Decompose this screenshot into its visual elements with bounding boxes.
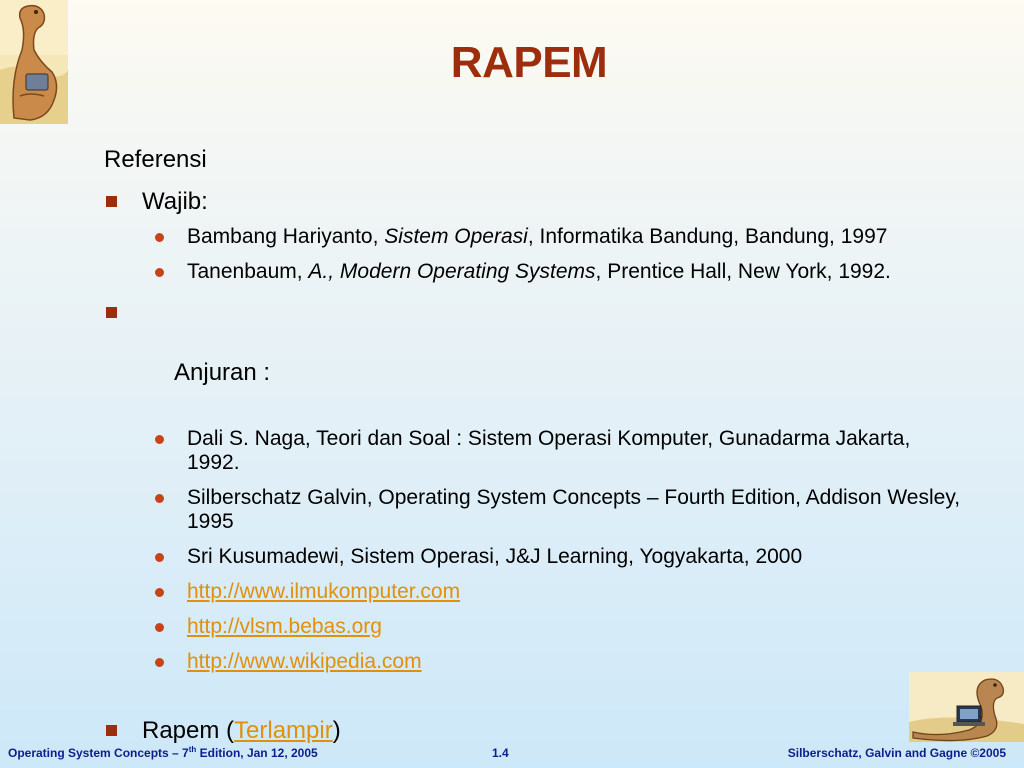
round-bullet-icon [155, 623, 164, 632]
dinosaur-laptop-icon [909, 672, 1024, 742]
link-wikipedia[interactable]: http://www.wikipedia.com [187, 650, 422, 673]
footer-right: Silberschatz, Galvin and Gagne ©2005 [787, 746, 1006, 760]
square-bullet-icon [106, 307, 117, 318]
page-number: 1.4 [492, 746, 509, 760]
slide-body [104, 145, 964, 746]
list-item: Sri Kusumadewi, Sistem Operasi, J&J Learning, Yogyakarta, 2000 [104, 545, 964, 569]
list-item: Tanenbaum, A., Modern Operating Systems, Prentice Hall, New York, 1992. [104, 260, 964, 284]
round-bullet-icon [155, 435, 164, 444]
list-item-link [104, 615, 964, 639]
round-bullet-icon [155, 494, 164, 503]
list-item-link [104, 650, 964, 674]
slide-title: RAPEM [450, 38, 608, 87]
bullet-wajib [104, 187, 964, 217]
link-ilmukomputer[interactable]: http://www.ilmukomputer.com [187, 580, 461, 603]
wajib-label: Wajib: [142, 188, 208, 215]
list-item: Dali S. Naga, Teori dan Soal : Sistem Operasi Komputer, Gunadarma Jakarta, 1992. [104, 427, 964, 475]
square-bullet-icon [106, 725, 117, 736]
list-item-link [104, 580, 964, 604]
round-bullet-icon [155, 233, 164, 242]
bullet-rapem: Rapem (Terlampir) [104, 716, 964, 746]
list-item: Bambang Hariyanto, Sistem Operasi, Informatika Bandung, Bandung, 1997 [104, 225, 964, 249]
link-terlampir[interactable]: Terlampir [234, 717, 333, 744]
round-bullet-icon [155, 658, 164, 667]
square-bullet-icon [106, 196, 117, 207]
round-bullet-icon [155, 553, 164, 562]
anjuran-label: Anjuran : [168, 359, 271, 386]
link-vlsm[interactable]: http://vlsm.bebas.org [187, 615, 382, 638]
list-item: Silberschatz Galvin, Operating System Concepts – Fourth Edition, Addison Wesley, 1995 [104, 486, 964, 534]
references-heading: Referensi [104, 146, 207, 173]
round-bullet-icon [155, 268, 164, 277]
round-bullet-icon [155, 588, 164, 597]
bullet-anjuran [104, 298, 964, 418]
footer-left: Operating System Concepts – 7th Edition, Jan 12, 2005 [8, 745, 318, 760]
